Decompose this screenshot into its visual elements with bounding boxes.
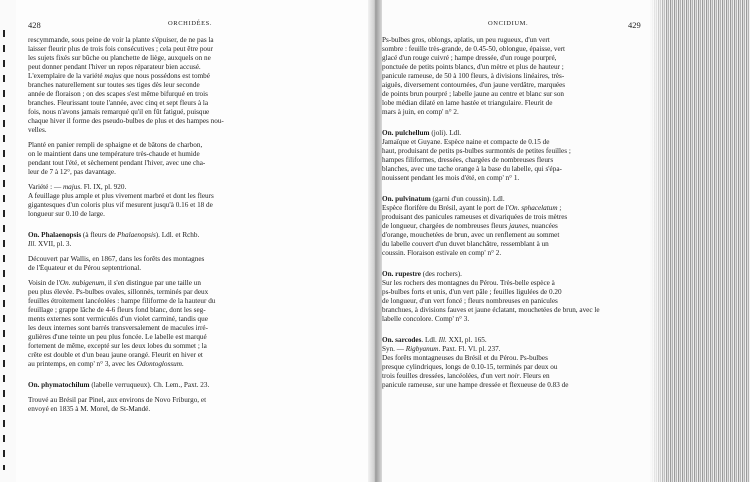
text-line xyxy=(28,159,368,168)
text-run: Planté en panier rempli de sphaigne et de bâtons de charbon, xyxy=(28,141,203,149)
text-run: . Fleurs en xyxy=(519,372,550,380)
text-line xyxy=(382,204,654,213)
text-run: on le maintient dans une température très-chaude et humide xyxy=(28,150,200,158)
text-line xyxy=(382,297,654,306)
text-run: sombre : feuille très-grande, de 0.45-50, oblongue, épaisse, vert xyxy=(382,45,566,53)
text-line xyxy=(28,333,368,342)
text-line xyxy=(382,54,654,63)
text-run: crête est double et d'un beau jaune orangé. Fleurit en hiver et xyxy=(28,351,203,359)
text-run: panicule rameuse, sur une hampe dressée et flexueuse de 0.83 de xyxy=(382,381,569,389)
text-run: du labelle couvert d'un duvet blanchâtre, ressemblant à un xyxy=(382,240,549,248)
text-run: L'exemplaire de la variété xyxy=(28,72,105,80)
text-run: gigantesques d'un coloris plus vif mesurent jusqu'à 0.16 et 18 de xyxy=(28,201,213,209)
text-line xyxy=(28,36,368,45)
text-line xyxy=(28,342,368,351)
text-run: Voisin de l' xyxy=(28,279,60,287)
text-run: leur de 7 à 12°, pas davantage. xyxy=(28,168,116,176)
text-line xyxy=(382,138,654,147)
text-run: que nous possédons est tombé xyxy=(121,72,210,80)
species-name: On. rupestre xyxy=(382,270,421,278)
text-line xyxy=(382,45,654,54)
text-run: de l'Équateur et du Pérou septentrional. xyxy=(28,264,142,272)
text-line xyxy=(382,315,654,324)
text-line xyxy=(28,201,368,210)
text-line xyxy=(28,54,368,63)
text-run: de points brun pourpré ; labelle jaune au centre et blanc sur son xyxy=(382,90,565,98)
text-run: pendant tout l'été, et sèchement pendant l'hiver, avec une cha- xyxy=(28,159,206,167)
text-run: Jamaïque et Guyane. Espèce naine et compacte de 0.15 de xyxy=(382,138,550,146)
text-line xyxy=(382,354,654,363)
text-run: (garni d'un coussin). Ldl. xyxy=(430,195,505,203)
text-line xyxy=(28,141,368,150)
text-run: laisser fleurir plus de trois fois consécutives ; cela peut être pour xyxy=(28,45,214,53)
text-line xyxy=(28,117,368,126)
text-line xyxy=(28,360,368,369)
text-run: (labelle verruqueux). Ch. Lem., Paxt. 23. xyxy=(89,381,210,389)
italic-text: Ill. xyxy=(438,336,447,344)
italic-text: Odontoglossum xyxy=(136,360,182,368)
text-run: panicule rameuse, de 50 à 100 fleurs, à divisions linéaires, très- xyxy=(382,72,565,80)
text-run: les deux internes sont barrés transversalement de macules irré- xyxy=(28,324,209,332)
text-run: hampes filiformes, dressées, chargées de nombreuses fleurs xyxy=(382,156,554,164)
text-run: fois, nous n'avons jamais remarqué qu'il en fût fatigué, puisque xyxy=(28,108,210,116)
text-run: Des forêts montagneuses du Brésil et du Pérou. Ps-bulbes xyxy=(382,354,548,362)
text-line xyxy=(28,351,368,360)
text-line xyxy=(382,345,654,354)
text-run: fortement de même, excepté sur les deux lobes du sommet ; la xyxy=(28,342,207,350)
text-run: ments externes sont vermiculés d'un violet carminé, tandis que xyxy=(28,315,208,323)
running-title: ONCIDIUM. xyxy=(488,20,529,27)
text-line xyxy=(382,195,654,204)
right-page xyxy=(374,0,660,482)
text-line xyxy=(28,381,368,390)
text-run: peu plus élevée. Ps-bulbes ovales, sillonnés, terminés par deux xyxy=(28,288,209,296)
text-run: ). Ldl. et Rchb. xyxy=(155,231,200,239)
text-line xyxy=(382,222,654,231)
text-run: d'orange, mouchetées de brun, avec un renflement au sommet xyxy=(382,231,560,239)
text-run: feuilles étroitement lancéolées : hampe filiforme de la hauteur du xyxy=(28,297,216,305)
text-run: . Fl. IX, pl. 920. xyxy=(80,183,127,191)
text-run: gulières d'une teinte un peu plus foncée. Le labelle est marqué xyxy=(28,333,207,341)
text-run: ponctuée de petits points blancs, d'un mètre et plus de hauteur ; xyxy=(382,63,564,71)
text-run: envoyé en 1835 à M. Morel, de St-Mandé. xyxy=(28,405,151,413)
italic-text: Rigbyanum xyxy=(405,345,439,353)
text-run: (joli). Ldl. xyxy=(429,129,462,137)
species-name: On. phymatochilum xyxy=(28,381,90,389)
text-line xyxy=(382,72,654,81)
text-run: , nuancées xyxy=(527,222,558,230)
left-page-text xyxy=(28,36,368,414)
text-line xyxy=(382,372,654,381)
text-run: branches. Fleurissant toute l'année, avec cinq et sept fleurs à la xyxy=(28,99,209,107)
text-run: mars à juin, en comp' n° 2. xyxy=(382,108,459,116)
text-run: Ps-bulbes gros, oblongs, aplatis, un peu rugueux, d'un vert xyxy=(382,36,550,44)
text-run: chaque hiver il forme des pseudo-bulbes de plus et des hampes nou- xyxy=(28,117,224,125)
text-run: Variété : — xyxy=(28,183,63,191)
italic-text: On. nubigenum xyxy=(59,279,105,287)
text-line xyxy=(382,270,654,279)
text-run: XVII, pl. 3. xyxy=(36,240,72,248)
text-line xyxy=(382,240,654,249)
text-line xyxy=(382,108,654,117)
text-run: de longueur, d'un vert foncé ; fleurs nombreuses en panicules xyxy=(382,297,558,305)
text-run: blanches, avec une tache orange à la base du labelle, qui s'épa- xyxy=(382,165,562,173)
left-page-header xyxy=(28,20,354,32)
italic-text: noir xyxy=(507,372,520,380)
text-line xyxy=(382,249,654,258)
scan-border xyxy=(0,0,16,482)
text-line xyxy=(28,90,368,99)
text-line xyxy=(28,72,368,81)
text-run: feuillage ; grappe lâche de 4-6 fleurs fond blanc, dont les seg- xyxy=(28,306,206,314)
text-line xyxy=(382,156,654,165)
text-run: XXI, pl. 165. xyxy=(446,336,487,344)
text-line xyxy=(28,183,368,192)
text-line xyxy=(28,324,368,333)
text-run: coussin. Floraison estivale en comp' n° 2. xyxy=(382,249,502,257)
text-line xyxy=(28,45,368,54)
text-line xyxy=(382,36,654,45)
text-run: lobe médian dilaté en lame hastée et triangulaire. Fleurit de xyxy=(382,99,553,107)
text-line xyxy=(28,288,368,297)
text-run: année de floraison ; on des scapes s'est même bifurqué en trois xyxy=(28,90,208,98)
italic-text: jaunes xyxy=(509,222,528,230)
text-line xyxy=(382,129,654,138)
text-run: peut donner pendant l'hiver un repos réparateur bien accusé. xyxy=(28,63,201,71)
text-line xyxy=(382,99,654,108)
text-run: trois feuilles dressées, lancéolées, d'un vert xyxy=(382,372,508,380)
right-page-header xyxy=(382,20,650,32)
species-name: On. Phalaenopsis xyxy=(28,231,82,239)
text-run: glacé d'un rouge cuivré ; hampe dressée, d'un rouge pourpré, xyxy=(382,54,557,62)
text-run: presque cylindriques, longs de 0.10-15, terminés par deux ou xyxy=(382,363,558,371)
text-line xyxy=(28,279,368,288)
text-line xyxy=(28,405,368,414)
text-line xyxy=(28,99,368,108)
text-line xyxy=(28,297,368,306)
text-line xyxy=(28,396,368,405)
text-run: rescymmande, sous peine de voir la plante s'épuiser, de ne pas la xyxy=(28,36,214,44)
text-line xyxy=(382,90,654,99)
text-run: nouissent pendant les mois d'été, en comp' n° 1. xyxy=(382,174,520,182)
text-run: velles. xyxy=(28,126,47,134)
text-line xyxy=(28,315,368,324)
text-line xyxy=(28,231,368,240)
text-line xyxy=(382,363,654,372)
text-run: labelle concolore. Comp' n° 3. xyxy=(382,315,470,323)
text-line xyxy=(28,150,368,159)
page-number: 428 xyxy=(28,20,41,30)
text-run: . Paxt. Fl. Vl. pl. 237. xyxy=(438,345,501,353)
species-name: On. pulchellum xyxy=(382,129,430,137)
text-line xyxy=(382,213,654,222)
text-line xyxy=(382,381,654,390)
italic-text: majus xyxy=(62,183,81,191)
text-run: branchues, à divisions fauves et jaune éclatant, mouchetées de brun, avec le xyxy=(382,306,600,314)
right-page-text xyxy=(382,36,654,390)
left-page xyxy=(16,0,374,482)
text-line xyxy=(382,306,654,315)
text-line xyxy=(382,231,654,240)
text-line xyxy=(28,240,368,249)
page-edges-shadow xyxy=(650,0,668,482)
text-run: de longueur, chargées de nombreuses fleurs xyxy=(382,222,510,230)
text-line xyxy=(28,306,368,315)
text-run: haut, produisant de petits ps-bulbes surmontés de petites feuilles ; xyxy=(382,147,571,155)
text-line xyxy=(382,174,654,183)
text-line xyxy=(28,264,368,273)
text-run: Espèce florifère du Brésil, ayant le port de l' xyxy=(382,204,509,212)
text-run: au printemps, en comp' n° 3, avec les xyxy=(28,360,137,368)
text-line xyxy=(382,165,654,174)
text-run: longueur sur 0.10 de large. xyxy=(28,210,105,218)
italic-text: Ill. xyxy=(28,240,37,248)
text-line xyxy=(382,63,654,72)
text-run: branches naturellement sur toutes ses tiges dès leur seconde xyxy=(28,81,200,89)
text-run: les sujets fixés sur bûche ou planchette de liège, auxquels on ne xyxy=(28,54,211,62)
text-line xyxy=(28,192,368,201)
text-run: . Ldl. xyxy=(421,336,439,344)
text-run: (des rochers). xyxy=(421,270,462,278)
text-run: A feuillage plus ample et plus vivement marbré et dont les fleurs xyxy=(28,192,214,200)
text-line xyxy=(382,147,654,156)
text-run: (à fleurs de xyxy=(81,231,118,239)
text-run: . xyxy=(181,360,184,368)
text-run: ps-bulbes forts et unis, d'un vert pâle ; feuilles ligulées de 0.20 xyxy=(382,288,562,296)
text-run: Trouvé au Brésil par Pinel, aux environs de Novo Friburgo, et xyxy=(28,396,207,404)
text-run: produisant des panicules rameuses et divariquées de trois mètres xyxy=(382,213,568,221)
italic-text: majus xyxy=(104,72,122,80)
text-line xyxy=(382,288,654,297)
text-run: Sur les rochers des montagnes du Pérou. Très-belle espèce à xyxy=(382,279,555,287)
text-line xyxy=(28,108,368,117)
running-title: ORCHIDÉES. xyxy=(168,20,213,27)
text-run: ; xyxy=(557,204,562,212)
text-line xyxy=(382,279,654,288)
text-run: Découvert par Wallis, en 1867, dans les forêts des montagnes xyxy=(28,255,205,263)
italic-text: Phalaenopsis xyxy=(117,231,156,239)
text-line xyxy=(28,81,368,90)
text-line xyxy=(382,336,654,345)
italic-text: On. sphacelatum xyxy=(508,204,558,212)
text-run: Syn. — xyxy=(382,345,406,353)
book-gutter xyxy=(368,0,382,482)
species-name: On. sarcodes xyxy=(382,336,422,344)
text-run: , il s'en distingue par une taille un xyxy=(104,279,201,287)
text-line xyxy=(382,81,654,90)
page-number: 429 xyxy=(628,20,641,30)
text-line xyxy=(28,210,368,219)
text-line xyxy=(28,63,368,72)
species-name: On. pulvinatum xyxy=(382,195,431,203)
text-line xyxy=(28,255,368,264)
text-run: aiguës, diversement contournées, d'un jaune verdâtre, marquées xyxy=(382,81,566,89)
text-line xyxy=(28,168,368,177)
text-line xyxy=(28,126,368,135)
